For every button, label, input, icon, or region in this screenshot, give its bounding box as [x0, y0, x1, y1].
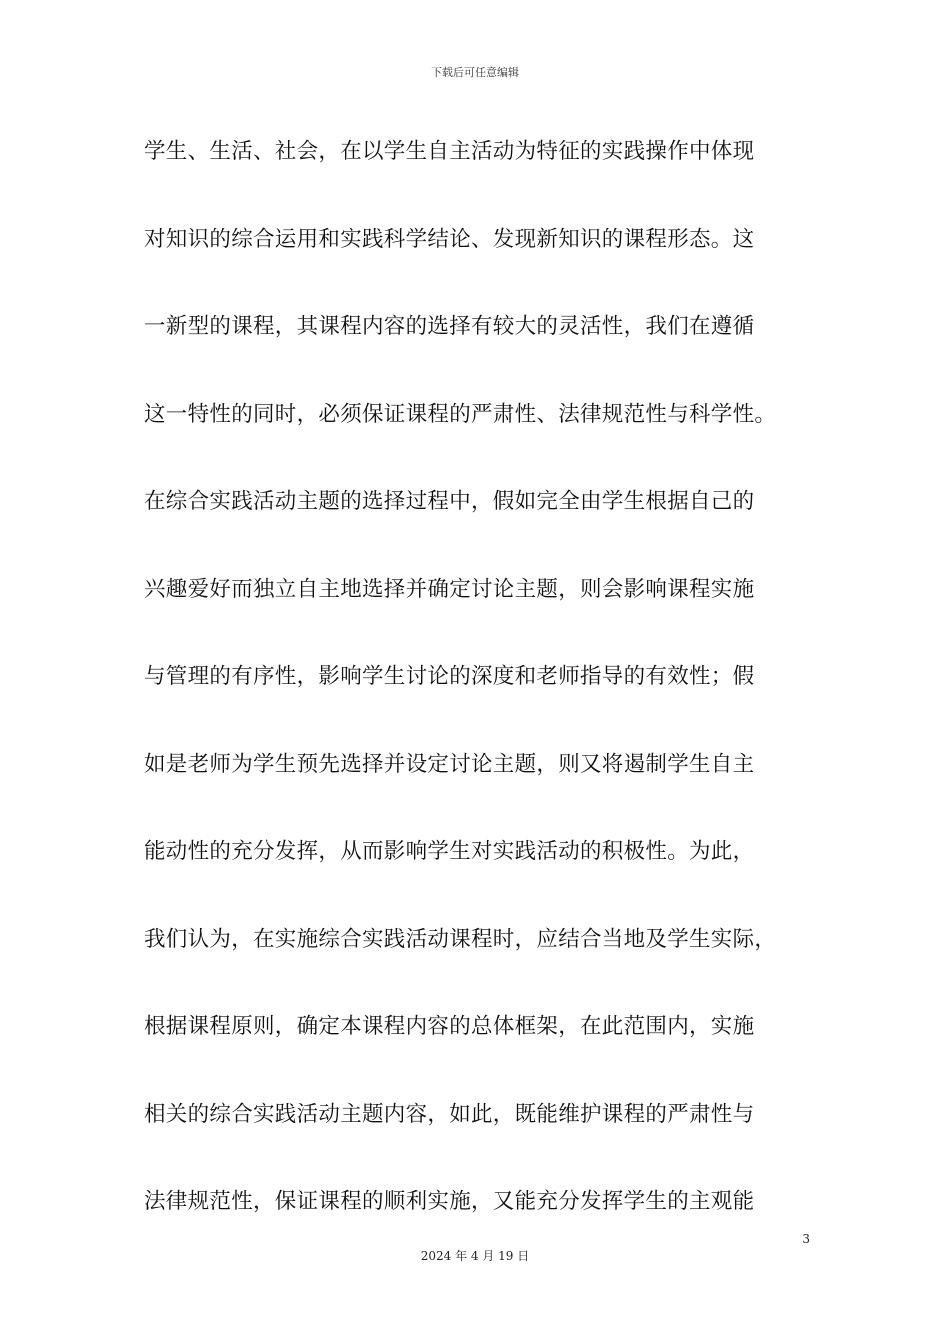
text-line: 我们认为，在实施综合实践活动课程时，应结合当地及学生实际，: [144, 926, 777, 952]
page-number: 3: [802, 1232, 810, 1246]
text-line: 与管理的有序性，影响学生讨论的深度和老师指导的有效性；假: [144, 664, 755, 689]
text-line: 一新型的课程，其课程内容的选择有较大的灵活性，我们在遵循: [144, 314, 755, 339]
text-line: 学生、生活、社会，在以学生自主活动为特征的实践操作中体现: [144, 139, 755, 164]
text-line: 如是老师为学生预先选择并设定讨论主题，则又将遏制学生自主: [144, 751, 755, 777]
page-header: 下载后可任意编辑: [431, 66, 519, 79]
text-line: 对知识的综合运用和实践科学结论、发现新知识的课程形态。这: [144, 226, 755, 252]
text-line: 相关的综合实践活动主题内容，如此，既能维护课程的严肃性与: [144, 1101, 755, 1127]
text-line: 能动性的充分发挥，从而影响学生对实践活动的积极性。为此，: [144, 839, 755, 864]
text-line: 法律规范性，保证课程的顺利实施，又能充分发挥学生的主观能: [144, 1189, 755, 1214]
page-footer-date: 2024 年 4 月 19 日: [420, 1249, 530, 1263]
text-line: 在综合实践活动主题的选择过程中，假如完全由学生根据自己的: [144, 489, 755, 514]
text-line: 根据课程原则，确定本课程内容的总体框架，在此范围内，实施: [144, 1014, 755, 1039]
text-line: 兴趣爱好而独立自主地选择并确定讨论主题，则会影响课程实施: [144, 576, 755, 602]
text-line: 这一特性的同时，必须保证课程的严肃性、法律规范性与科学性。: [144, 401, 777, 427]
body-text: [144, 128, 824, 1266]
